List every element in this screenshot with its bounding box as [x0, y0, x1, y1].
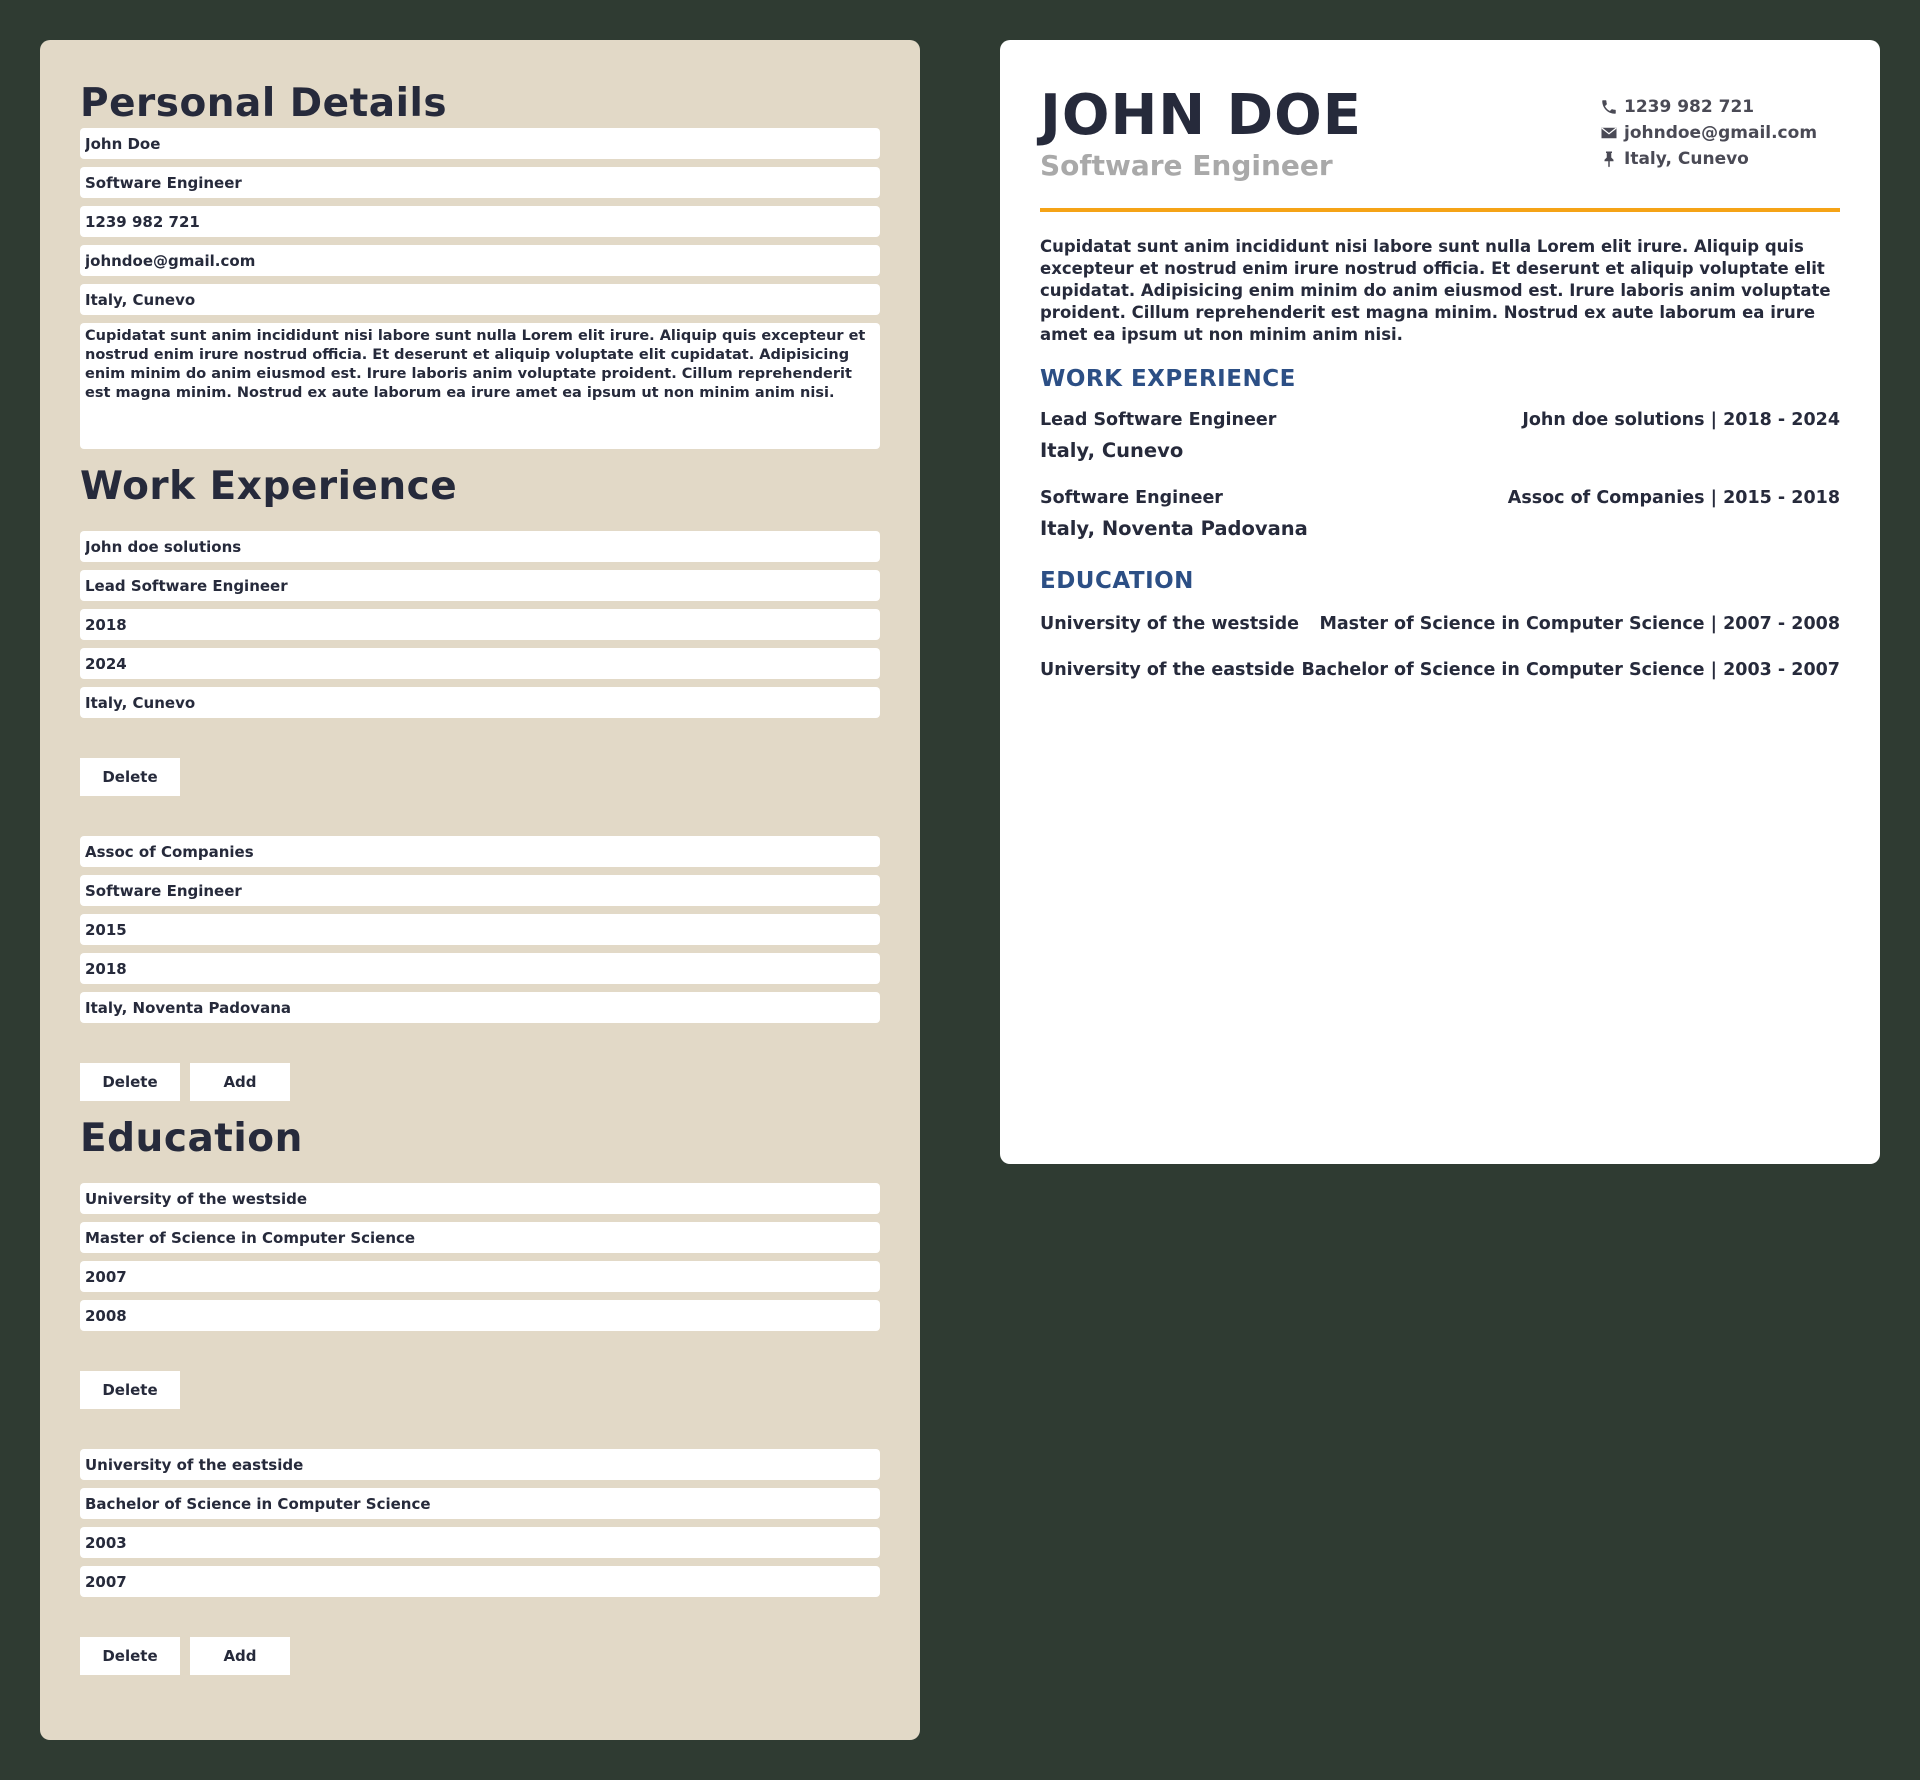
education-item	[1040, 612, 1840, 636]
editor-panel	[40, 40, 920, 1740]
phone-icon	[1600, 98, 1618, 116]
education-school: University of the eastside	[1040, 660, 1295, 680]
school-input[interactable]	[80, 1449, 880, 1480]
company-input[interactable]	[80, 531, 880, 562]
name-input[interactable]	[80, 128, 880, 159]
education-meta: Bachelor of Science in Computer Science | 2003 - 2007	[1301, 660, 1840, 680]
contact-location-text: Italy, Cunevo	[1624, 149, 1749, 169]
education-school: University of the westside	[1040, 614, 1299, 634]
contact-email-text: johndoe@gmail.com	[1624, 123, 1818, 143]
start-year-input[interactable]	[80, 914, 880, 945]
job-location: Italy, Noventa Padovana	[1040, 517, 1308, 540]
education-heading: Education	[80, 1116, 303, 1161]
contact-email	[1600, 120, 1840, 146]
pin-icon	[1600, 150, 1618, 168]
degree-input[interactable]	[80, 1222, 880, 1253]
education-entry	[80, 1183, 880, 1409]
job-item	[1040, 486, 1840, 542]
end-year-input[interactable]	[80, 648, 880, 679]
job-role: Software Engineer	[1040, 488, 1223, 508]
work-entry	[80, 836, 880, 1101]
role-input[interactable]	[80, 875, 880, 906]
delete-work-button[interactable]: Delete	[80, 758, 180, 796]
end-year-input[interactable]	[80, 953, 880, 984]
start-year-input[interactable]	[80, 1527, 880, 1558]
title-input[interactable]	[80, 167, 880, 198]
contact-phone	[1600, 94, 1840, 120]
education-meta: Master of Science in Computer Science | 2007 - 2008	[1319, 614, 1840, 634]
school-input[interactable]	[80, 1183, 880, 1214]
education-item	[1040, 658, 1840, 682]
envelope-icon	[1600, 124, 1618, 142]
role-input[interactable]	[80, 570, 880, 601]
start-year-input[interactable]	[80, 1261, 880, 1292]
job-role: Lead Software Engineer	[1040, 410, 1277, 430]
degree-input[interactable]	[80, 1488, 880, 1519]
add-education-button[interactable]: Add	[190, 1637, 290, 1675]
work-entry	[80, 531, 880, 796]
job-item	[1040, 408, 1840, 464]
end-year-input[interactable]	[80, 1300, 880, 1331]
job-meta: John doe solutions | 2018 - 2024	[1522, 410, 1840, 430]
add-work-button[interactable]: Add	[190, 1063, 290, 1101]
resume-name: JOHN DOE	[1040, 83, 1363, 148]
contact-location	[1600, 146, 1840, 172]
resume-summary: Cupidatat sunt anim incididunt nisi labore sunt nulla Lorem elit irure. Aliquip quis excepteur et nostrud enim irure nostrud officia. Et deserunt et aliquip voluptate elit cupidatat. Adipisicing enim minim do anim eiusmod est. Irure laboris anim voluptate proident. Cillum reprehenderit est magna minim. Nostrud ex aute laborum ea irure amet ea ipsum ut non minim anim nisi.	[1040, 237, 1831, 344]
education-section-title: EDUCATION	[1040, 568, 1194, 594]
summary-textarea[interactable]	[80, 323, 880, 449]
delete-education-button[interactable]: Delete	[80, 1371, 180, 1409]
delete-education-button[interactable]: Delete	[80, 1637, 180, 1675]
resume-title: Software Engineer	[1040, 149, 1333, 182]
job-location-input[interactable]	[80, 992, 880, 1023]
resume-header	[1040, 40, 1840, 208]
resume-preview	[1000, 40, 1880, 1164]
location-input[interactable]	[80, 284, 880, 315]
start-year-input[interactable]	[80, 609, 880, 640]
job-location-input[interactable]	[80, 687, 880, 718]
company-input[interactable]	[80, 836, 880, 867]
contact-list	[1600, 94, 1840, 172]
phone-input[interactable]	[80, 206, 880, 237]
delete-work-button[interactable]: Delete	[80, 1063, 180, 1101]
accent-divider	[1040, 208, 1840, 212]
work-experience-heading: Work Experience	[80, 464, 458, 509]
contact-phone-text: 1239 982 721	[1624, 97, 1755, 117]
personal-details-heading: Personal Details	[80, 81, 448, 126]
end-year-input[interactable]	[80, 1566, 880, 1597]
job-meta: Assoc of Companies | 2015 - 2018	[1507, 488, 1840, 508]
work-experience-section-title: WORK EXPERIENCE	[1040, 366, 1296, 392]
email-input[interactable]	[80, 245, 880, 276]
job-location: Italy, Cunevo	[1040, 439, 1184, 462]
education-entry	[80, 1449, 880, 1675]
